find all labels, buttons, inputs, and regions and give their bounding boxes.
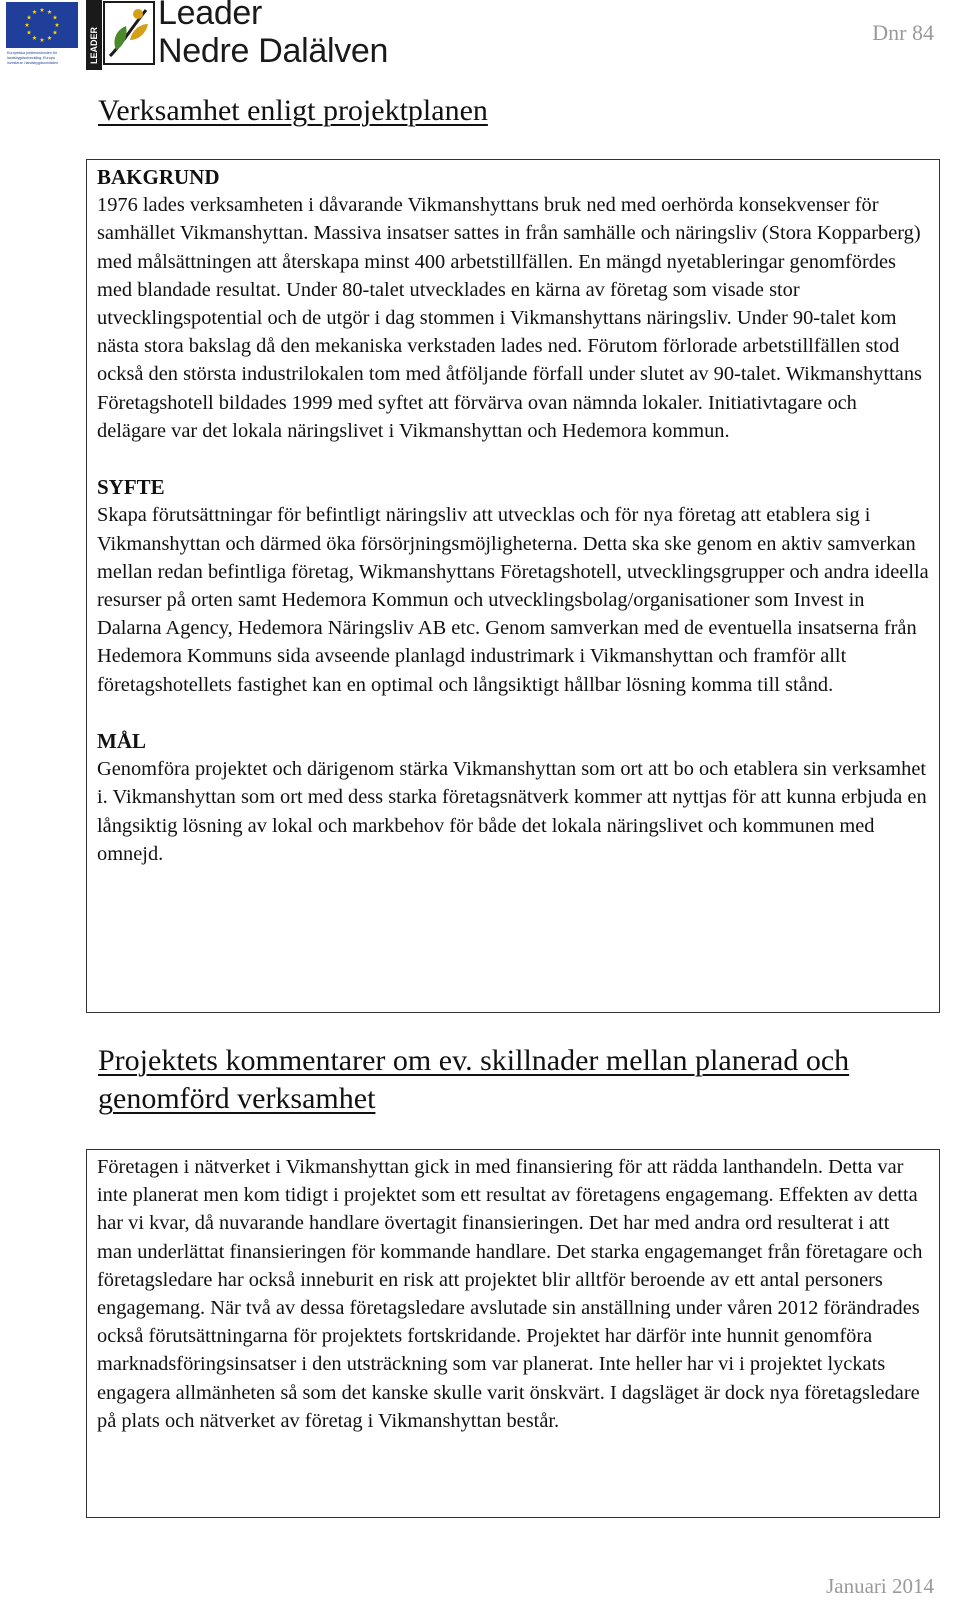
svg-text:Europeiska jordbruksfonden för: Europeiska jordbruksfonden för: [7, 51, 57, 55]
svg-text:investerar i landsbygdsområden: investerar i landsbygdsområden: [7, 61, 58, 65]
leader-logo: [86, 0, 156, 70]
section-title-verksamhet: Verksamhet enligt projektplanen: [98, 94, 488, 127]
bakgrund-text: 1976 lades verksamheten i dåvarande Vikmanshyttans bruk ned med oerhörda konsekvenser för samhället Vikmanshyttan. Massiva insatser sattes in från samhälle och näringsliv (Stora Kopparberg) med målsättningen att återskapa minst 400 arbetstillfällen. En mängd nyetableringar genomfördes med blandade resultat. Under 80-talet utvecklades en kärna av företag som visade stor utvecklingspotential och de utgör i dag stommen i Vikmanshyttans näringsliv. Under 90-talet kom nästa stora bakslag då den mekaniska verkstaden lades ned. Förutom förlorade arbetstillfällen stod också den största industrilokalen tom med åtföljande förfall under slutet av 90-talet. Wikmanshyttans Företagshotell bildades 1999 med syftet att förvärva ovan nämnda lokaler. Initiativtagare och delägare var det lokala näringslivet i Vikmanshyttan och Hedemora kommun.: [97, 194, 922, 442]
kommentarer-box: [86, 1149, 940, 1518]
svg-text:landsbygdsutveckling: Europa: landsbygdsutveckling: Europa: [7, 56, 55, 60]
mal-text: Genomföra projektet och därigenom stärka Vikmanshyttan som ort att bo och etablera sin verksamhet i. Vikmanshyttan som ort med dess starka företagsnätverk kommer att nyttjas för att kunna erbjuda en långsiktig lösning av lokal och markbehov för både det lokala näringslivet och kommunen med omnejd.: [97, 758, 927, 865]
syfte-heading: SYFTE: [97, 475, 165, 500]
section-title-kommentarer: Projektets kommentarer om ev. skillnader mellan planerad och genomförd verksamhet: [98, 1044, 850, 1115]
mal-heading: MÅL: [97, 729, 146, 754]
eu-flag-logo: [6, 2, 78, 68]
footer-date: Januari 2014: [826, 1574, 934, 1598]
bakgrund-heading: BAKGRUND: [97, 165, 220, 189]
document-number: Dnr 84: [872, 20, 934, 45]
brand-name: [158, 0, 388, 70]
verksamhet-box: [86, 159, 940, 1013]
svg-text:LEADER: LEADER: [89, 26, 99, 64]
syfte-text: Skapa förutsättningar för befintligt näringsliv att utvecklas och för nya företag att etablera sig i Vikmanshyttan och därmed öka försörjningsmöjligheterna. Detta ska ske genom en aktiv samverkan mellan redan befintliga företag, Wikmanshyttans Företagshotell, utvecklingsgrupper och andra ideella resurser på orten samt Hedemora Kommun och utvecklingsbolag/organisationer som Invest in Dalarna Agency, Hedemora Näringsliv AB etc. Genom samverkan med de eventuella insatserna från Hedemora Kommuns sida avseende planlagd industrimark i Vikmanshyttan och framför allt företagshotellets fastighet kan en optimal och långsiktigt hållbar lösning komma till stånd.: [97, 504, 929, 696]
brand-line-1: Leader: [158, 0, 263, 32]
page-header: [0, 0, 960, 80]
brand-line-2: Nedre Dalälven: [158, 32, 389, 70]
kommentarer-text: Företagen i nätverket i Vikmanshyttan gick in med finansiering för att rädda lanthandeln. Detta var inte planerat men kom tidigt i projektet som ett resultat av företagens engagemang. Effekten av detta har vi kvar, då nuvarande handlare övertagit finansieringen. Det har med andra ord resulterat i att man underlättat finansieringen för kommande handlare. Det starka engagemanget från företagare och företagsledare har också inneburit en risk att projektet blir alltför beroende av ett antal personers engagemang. När två av dessa företagsledare avslutade sin anställning under våren 2012 förändrades också förutsättningarna för projektets fortskridande. Projektet har därför inte hunnit genomföra marknadsföringsinsatser i den utsträckning som var planerat. Inte heller har vi i projektet lyckats engagera allmänheten så som det kanske skulle varit önskvärt. I dagsläget är dock nya företagsledare på plats och nätverket av företag i Vikmanshyttan består.: [97, 1156, 923, 1432]
